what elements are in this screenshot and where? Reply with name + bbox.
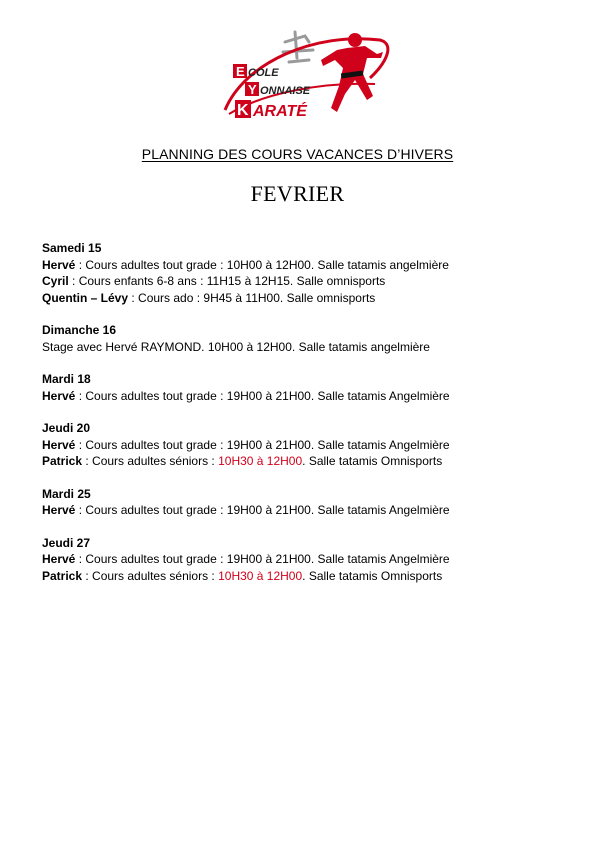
svg-text:E: E: [236, 64, 245, 79]
schedule-entry: [42, 273, 562, 290]
instructor-name: Quentin – Lévy: [42, 290, 129, 305]
entry-text: : Cours ado : 9H45 à 11H00. Salle omnisports: [128, 290, 376, 305]
svg-text:ONNAISE: ONNAISE: [260, 85, 311, 97]
entry-text: : Cours adultes séniors :: [82, 568, 219, 583]
day-title: Mardi 18: [42, 372, 91, 386]
schedule-entry: [42, 502, 562, 519]
day-block: [42, 535, 562, 585]
entry-text: : Cours adultes tout grade : 19H00 à 21H00. Salle tatamis Angelmière: [75, 388, 450, 403]
instructor-name: Patrick: [42, 454, 83, 468]
day-title: Mardi 25: [42, 486, 91, 501]
day-block: [42, 240, 562, 306]
day-title: Jeudi 27: [42, 535, 91, 550]
instructor-name: Hervé: [42, 388, 76, 403]
instructor-name: Hervé: [42, 552, 76, 566]
karate-logo-graphic: [205, 22, 405, 130]
svg-text:ARATÉ: ARATÉ: [253, 103, 307, 120]
entry-text: : Cours adultes tout grade : 19H00 à 21H00. Salle tatamis Angelmière: [75, 503, 450, 517]
entry-text-after: . Salle tatamis Omnisports: [302, 568, 443, 583]
day-block: [42, 486, 562, 519]
svg-text:K: K: [237, 102, 249, 119]
instructor-name: Hervé: [42, 437, 76, 452]
page-heading: PLANNING DES COURS VACANCES D’HIVERS: [141, 146, 454, 162]
day-title: Samedi 15: [42, 241, 102, 255]
schedule-entry: [42, 568, 562, 585]
day-title: Jeudi 20: [42, 421, 91, 435]
day-block: [42, 420, 562, 470]
entry-text: : Cours adultes tout grade : 19H00 à 21H00. Salle tatamis Angelmière: [75, 552, 450, 566]
schedule-entry: [42, 339, 562, 356]
entry-text: Stage avec Hervé RAYMOND. 10H00 à 12H00. Salle tatamis angelmière: [42, 339, 430, 354]
schedule-list: [42, 240, 562, 600]
month-title: FEVRIER: [250, 181, 345, 206]
day-block: [42, 371, 562, 404]
schedule-entry: [42, 290, 562, 307]
highlighted-time: 10H30 à 12H00: [218, 568, 303, 583]
schedule-entry: [42, 453, 562, 470]
svg-text:COLE: COLE: [248, 67, 279, 79]
schedule-entry: [42, 551, 562, 568]
entry-text: : Cours adultes tout grade : 19H00 à 21H00. Salle tatamis Angelmière: [75, 437, 450, 452]
highlighted-time: 10H30 à 12H00: [218, 454, 303, 468]
entry-text: : Cours adultes tout grade : 10H00 à 12H00. Salle tatamis angelmière: [75, 257, 449, 272]
instructor-name: Hervé: [42, 257, 76, 272]
day-block: [42, 322, 562, 355]
entry-text: : Cours adultes séniors :: [82, 454, 219, 468]
schedule-entry: [42, 388, 562, 405]
instructor-name: Hervé: [42, 503, 76, 517]
instructor-name: Cyril: [42, 274, 69, 288]
logo-lettering: [233, 64, 311, 120]
schedule-entry: [42, 257, 562, 274]
entry-text: : Cours enfants 6-8 ans : 11H15 à 12H15. Salle omnisports: [68, 274, 386, 288]
club-logo: [205, 22, 405, 130]
svg-text:Y: Y: [248, 82, 257, 97]
instructor-name: Patrick: [42, 568, 83, 583]
entry-text-after: . Salle tatamis Omnisports: [302, 454, 443, 468]
schedule-entry: [42, 437, 562, 454]
day-title: Dimanche 16: [42, 323, 117, 337]
